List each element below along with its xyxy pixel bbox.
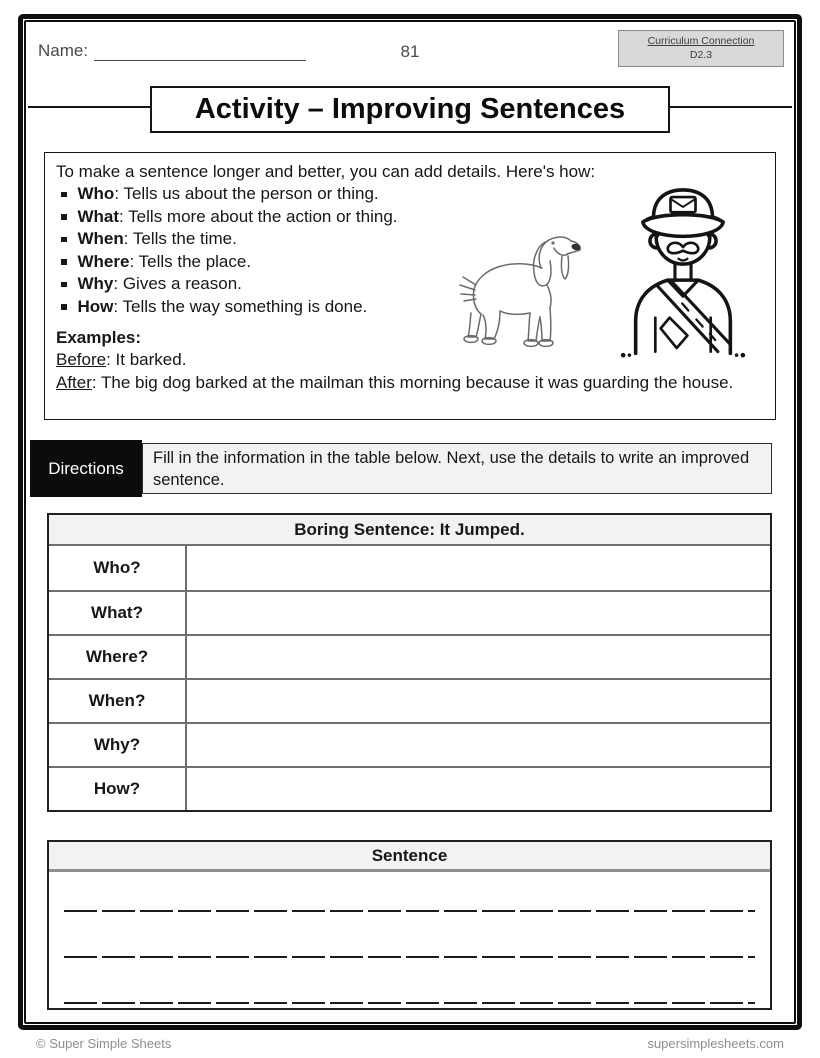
example-before: Before: It barked. xyxy=(56,350,187,370)
bullet-square-icon xyxy=(61,282,67,288)
copyright-text: © Super Simple Sheets xyxy=(36,1036,172,1051)
bullet-square-icon xyxy=(61,214,67,220)
directions-label: Directions xyxy=(30,440,142,497)
sentence-writing-line[interactable] xyxy=(64,910,755,912)
row-label-where: Where? xyxy=(49,636,187,678)
curriculum-title: Curriculum Connection xyxy=(647,34,755,47)
examples-label: Examples: xyxy=(56,327,142,347)
table-row xyxy=(49,678,770,722)
sentence-writing-line[interactable] xyxy=(64,956,755,958)
page-number: 81 xyxy=(400,42,420,61)
boring-sentence-table xyxy=(47,513,772,812)
row-input-how[interactable] xyxy=(187,768,770,810)
sentence-header: Sentence xyxy=(49,842,770,872)
website-text: supersimplesheets.com xyxy=(647,1036,784,1051)
dog-icon xyxy=(450,232,598,365)
bullet-square-icon xyxy=(61,237,67,243)
row-input-when[interactable] xyxy=(187,680,770,722)
row-label-who: Who? xyxy=(49,546,187,590)
info-intro: To make a sentence longer and better, you can add details. Here's how: xyxy=(56,162,596,181)
directions-text xyxy=(142,443,772,494)
info-box xyxy=(44,152,776,420)
row-input-what[interactable] xyxy=(187,592,770,634)
example-after: After: The big dog barked at the mailman this morning because it was guarding the house. xyxy=(56,372,734,392)
page-footer xyxy=(36,1036,784,1051)
row-input-where[interactable] xyxy=(187,636,770,678)
row-label-how: How? xyxy=(49,768,187,810)
table-row xyxy=(49,766,770,810)
sentence-writing-line[interactable] xyxy=(64,1002,755,1004)
row-input-who[interactable] xyxy=(187,546,770,590)
bullet-where: Where: Tells the place. xyxy=(61,251,764,274)
curriculum-code: D2.3 xyxy=(689,48,713,61)
mailman-icon xyxy=(616,175,750,371)
name-label: Name: xyxy=(38,41,89,60)
bullet-square-icon xyxy=(61,259,67,265)
table-header: Boring Sentence: It Jumped. xyxy=(49,515,770,546)
table-row xyxy=(49,722,770,766)
bullet-how: How: Tells the way something is done. xyxy=(61,296,764,319)
sentence-section xyxy=(47,840,772,1010)
table-row xyxy=(49,634,770,678)
bullet-square-icon xyxy=(61,192,67,198)
curriculum-connection-box xyxy=(618,30,784,67)
row-label-why: Why? xyxy=(49,724,187,766)
bullet-what: What: Tells more about the action or thing. xyxy=(61,206,764,229)
bullet-who: Who: Tells us about the person or thing. xyxy=(61,183,764,206)
bullet-when: When: Tells the time. xyxy=(61,228,764,251)
table-row xyxy=(49,546,770,590)
bullet-square-icon xyxy=(61,304,67,310)
row-input-why[interactable] xyxy=(187,724,770,766)
row-label-what: What? xyxy=(49,592,187,634)
page-title: Activity – Improving Sentences xyxy=(150,86,670,133)
row-label-when: When? xyxy=(49,680,187,722)
sentence-writing-area xyxy=(49,910,770,1004)
table-row xyxy=(49,590,770,634)
directions-text-content: Fill in the information in the table below. Next, use the details to write an improved sentence. xyxy=(153,448,750,489)
bullet-why: Why: Gives a reason. xyxy=(61,273,764,296)
